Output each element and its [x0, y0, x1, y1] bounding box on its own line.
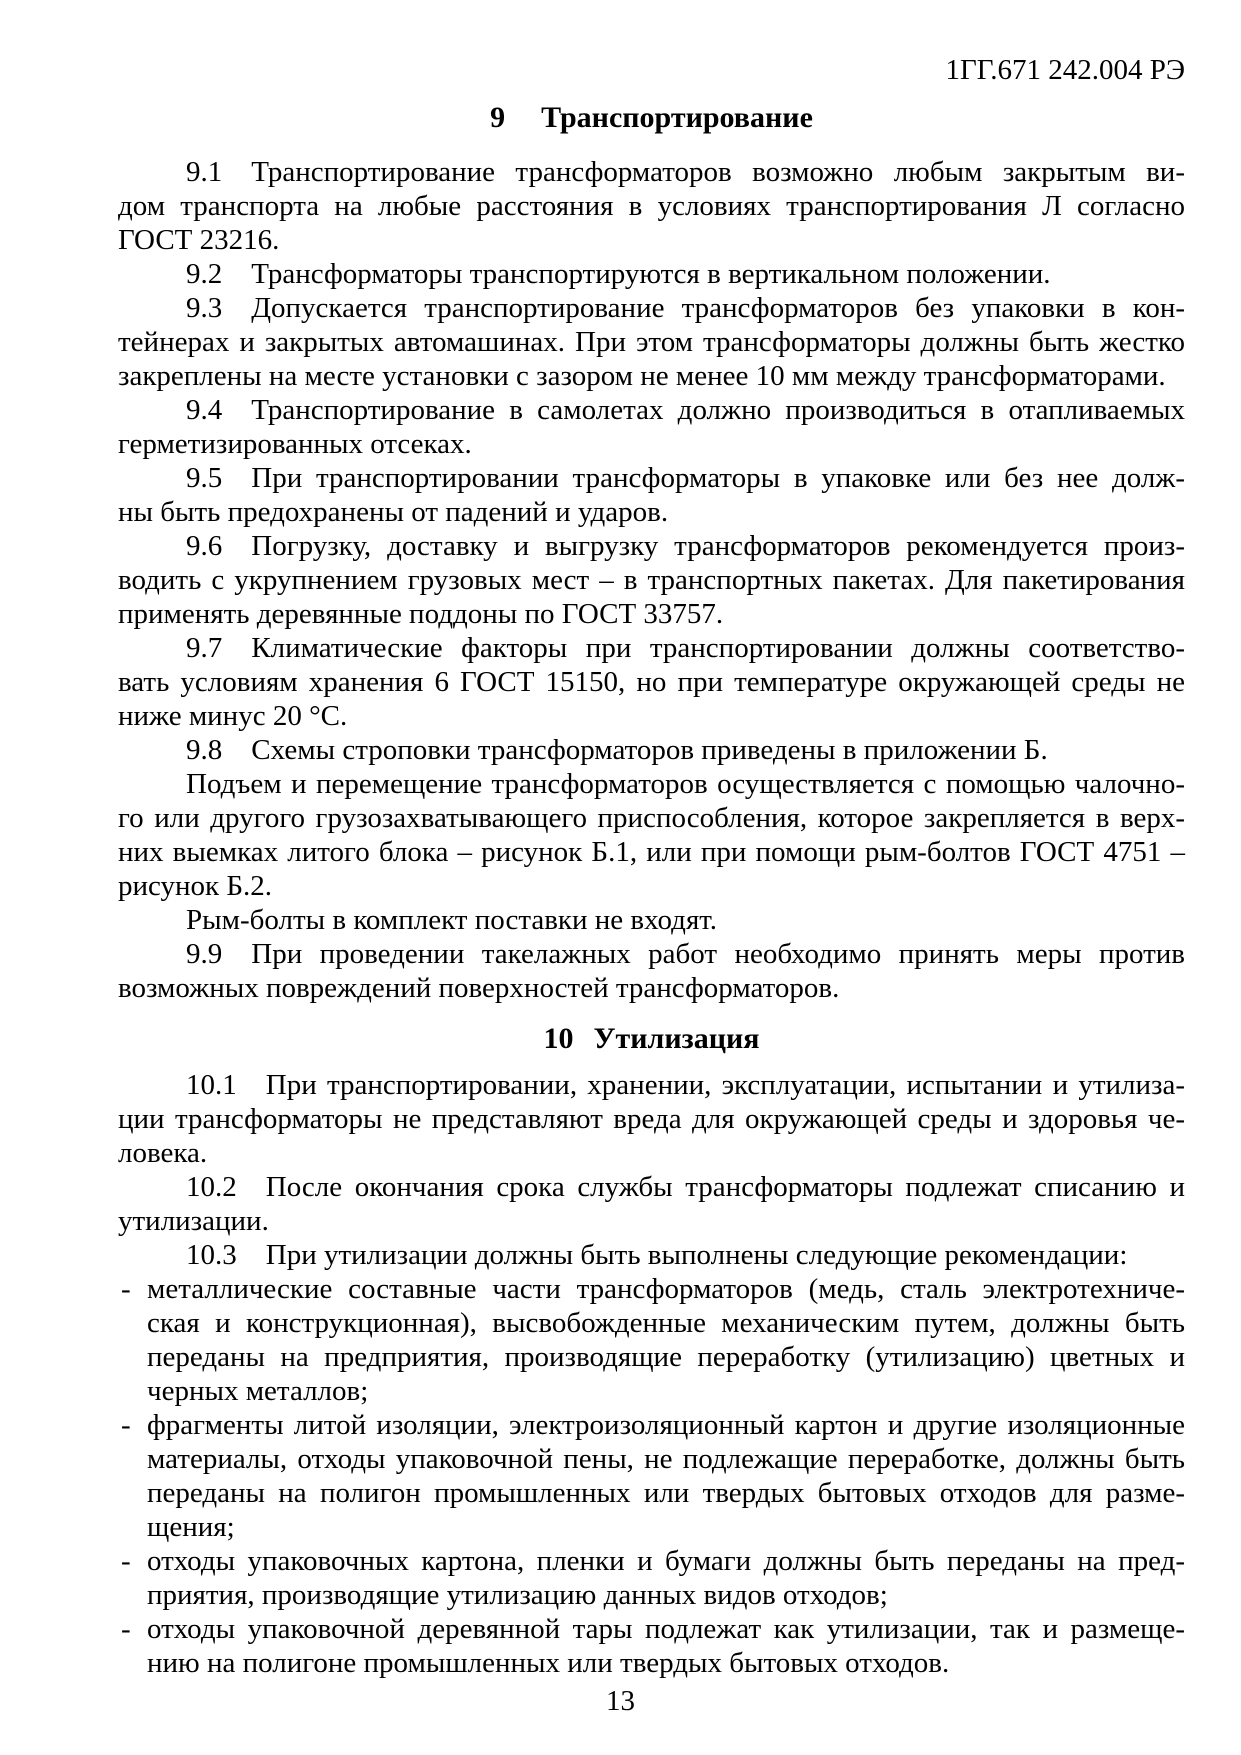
paragraph — [118, 1170, 1185, 1238]
bullet-dash: - — [121, 1545, 131, 1577]
bullet-item — [118, 1272, 1185, 1408]
text-line: ГОСТ 23216. — [118, 224, 280, 256]
bullet-dash: - — [121, 1613, 131, 1645]
paragraph — [118, 733, 1185, 767]
text-line: 9.5 При транспортировании трансформаторы в упаковке или без нее долж- — [186, 462, 1185, 494]
paragraph — [118, 461, 1185, 529]
text-line: 9.6 Погрузку, доставку и выгрузку трансформаторов рекомендуется произ- — [186, 530, 1185, 562]
text-line: фрагменты литой изоляции, электроизоляционный картон и другие изоляционные — [147, 1409, 1185, 1441]
page-content — [118, 0, 1185, 1680]
text-line: рисунок Б.2. — [118, 870, 273, 902]
text-line: нию на полигоне промышленных или твердых бытовых отходов. — [147, 1647, 950, 1679]
text-line: дом транспорта на любые расстояния в условиях транспортирования Л согласно — [118, 190, 1185, 222]
text-line: черных металлов; — [147, 1375, 369, 1407]
text-line: 10.1 При транспортировании, хранении, эксплуатации, испытании и утилиза- — [186, 1069, 1185, 1101]
text-line: Подъем и перемещение трансформаторов осуществляется с помощью чалочно- — [186, 768, 1185, 800]
section-10-number: 10 — [543, 1022, 574, 1055]
bullet-dash: - — [121, 1273, 131, 1305]
text-line: щения; — [147, 1511, 235, 1543]
text-line: материалы, отходы упаковочной пены, не подлежащие переработке, должны быть — [147, 1443, 1185, 1475]
text-line: 9.4 Транспортирование в самолетах должно производиться в отапливаемых — [186, 394, 1185, 426]
paragraph — [118, 631, 1185, 733]
text-line: вать условиям хранения 6 ГОСТ 15150, но при температуре окружающей среды не — [118, 666, 1185, 698]
paragraph — [118, 257, 1185, 291]
text-line: приятия, производящие утилизацию данных видов отходов; — [147, 1579, 888, 1611]
page-number: 13 — [606, 1685, 635, 1717]
text-line: переданы на полигон промышленных или твердых бытовых отходов для разме- — [147, 1477, 1185, 1509]
paragraph — [118, 529, 1185, 631]
paragraph — [118, 937, 1185, 1005]
section-9-heading — [118, 101, 1185, 135]
text-line: отходы упаковочных картона, пленки и бумаги должны быть переданы на пред- — [147, 1545, 1185, 1577]
paragraph — [118, 155, 1185, 257]
document-number: 1ГГ.671 242.004 РЭ — [945, 54, 1185, 86]
text-line: 9.3 Допускается транспортирование трансформаторов без упаковки в кон- — [186, 292, 1185, 324]
paragraph — [118, 903, 1185, 937]
text-line: ции трансформаторы не представляют вреда для окружающей среды и здоровья че- — [118, 1103, 1185, 1135]
text-line: тейнерах и закрытых автомашинах. При этом трансформаторы должны быть жестко — [118, 326, 1185, 358]
paragraph — [118, 291, 1185, 393]
text-line: го или другого грузозахватывающего приспособления, которое закрепляется в верх- — [118, 802, 1185, 834]
paragraph — [118, 393, 1185, 461]
text-line: них выемках литого блока – рисунок Б.1, или при помощи рым-болтов ГОСТ 4751 – — [118, 836, 1185, 868]
bullet-item — [118, 1544, 1185, 1612]
paragraph — [118, 1238, 1185, 1272]
section-10-title: Утилизация — [593, 1022, 760, 1055]
text-line: ская и конструкционная), высвобожденные механическим путем, должны быть — [147, 1307, 1185, 1339]
text-line: 9.8 Схемы строповки трансформаторов приведены в приложении Б. — [186, 734, 1048, 766]
text-line: ниже минус 20 °С. — [118, 700, 348, 732]
text-line: возможных повреждений поверхностей трансформаторов. — [118, 972, 840, 1004]
text-line: металлические составные части трансформаторов (медь, сталь электротехниче- — [147, 1273, 1185, 1305]
text-line: утилизации. — [118, 1205, 269, 1237]
text-line: герметизированных отсеках. — [118, 428, 472, 460]
section-9-title: Транспортирование — [541, 101, 813, 134]
bullet-dash: - — [121, 1409, 131, 1441]
text-line: ны быть предохранены от падений и ударов. — [118, 496, 669, 528]
section-9-number: 9 — [490, 101, 506, 134]
text-line: 9.7 Климатические факторы при транспортировании должны соответство- — [186, 632, 1185, 664]
bullet-item — [118, 1408, 1185, 1544]
text-line: применять деревянные поддоны по ГОСТ 33757. — [118, 598, 724, 630]
text-line: 9.9 При проведении такелажных работ необходимо принять меры против — [186, 938, 1185, 970]
text-line: 9.2 Трансформаторы транспортируются в вертикальном положении. — [186, 258, 1051, 290]
paragraph — [118, 767, 1185, 903]
section-10-body — [118, 1068, 1185, 1680]
paragraph — [118, 1068, 1185, 1170]
text-line: отходы упаковочной деревянной тары подлежат как утилизации, так и размеще- — [147, 1613, 1185, 1645]
text-line: закреплены на месте установки с зазором не менее 10 мм между трансформаторами. — [118, 360, 1166, 392]
text-line: 9.1 Транспортирование трансформаторов возможно любым закрытым ви- — [186, 156, 1185, 188]
text-line: водить с укрупнением грузовых мест – в транспортных пакетах. Для пакетирования — [118, 564, 1185, 596]
text-line: переданы на предприятия, производящие переработку (утилизацию) цветных и — [147, 1341, 1185, 1373]
text-line: 10.3 При утилизации должны быть выполнены следующие рекомендации: — [186, 1239, 1128, 1271]
text-line: ловека. — [118, 1137, 208, 1169]
section-10-heading — [118, 1022, 1185, 1056]
bullet-item — [118, 1612, 1185, 1680]
text-line: 10.2 После окончания срока службы трансформаторы подлежат списанию и — [186, 1171, 1185, 1203]
section-9-body — [118, 155, 1185, 1005]
text-line: Рым-болты в комплект поставки не входят. — [186, 904, 718, 936]
